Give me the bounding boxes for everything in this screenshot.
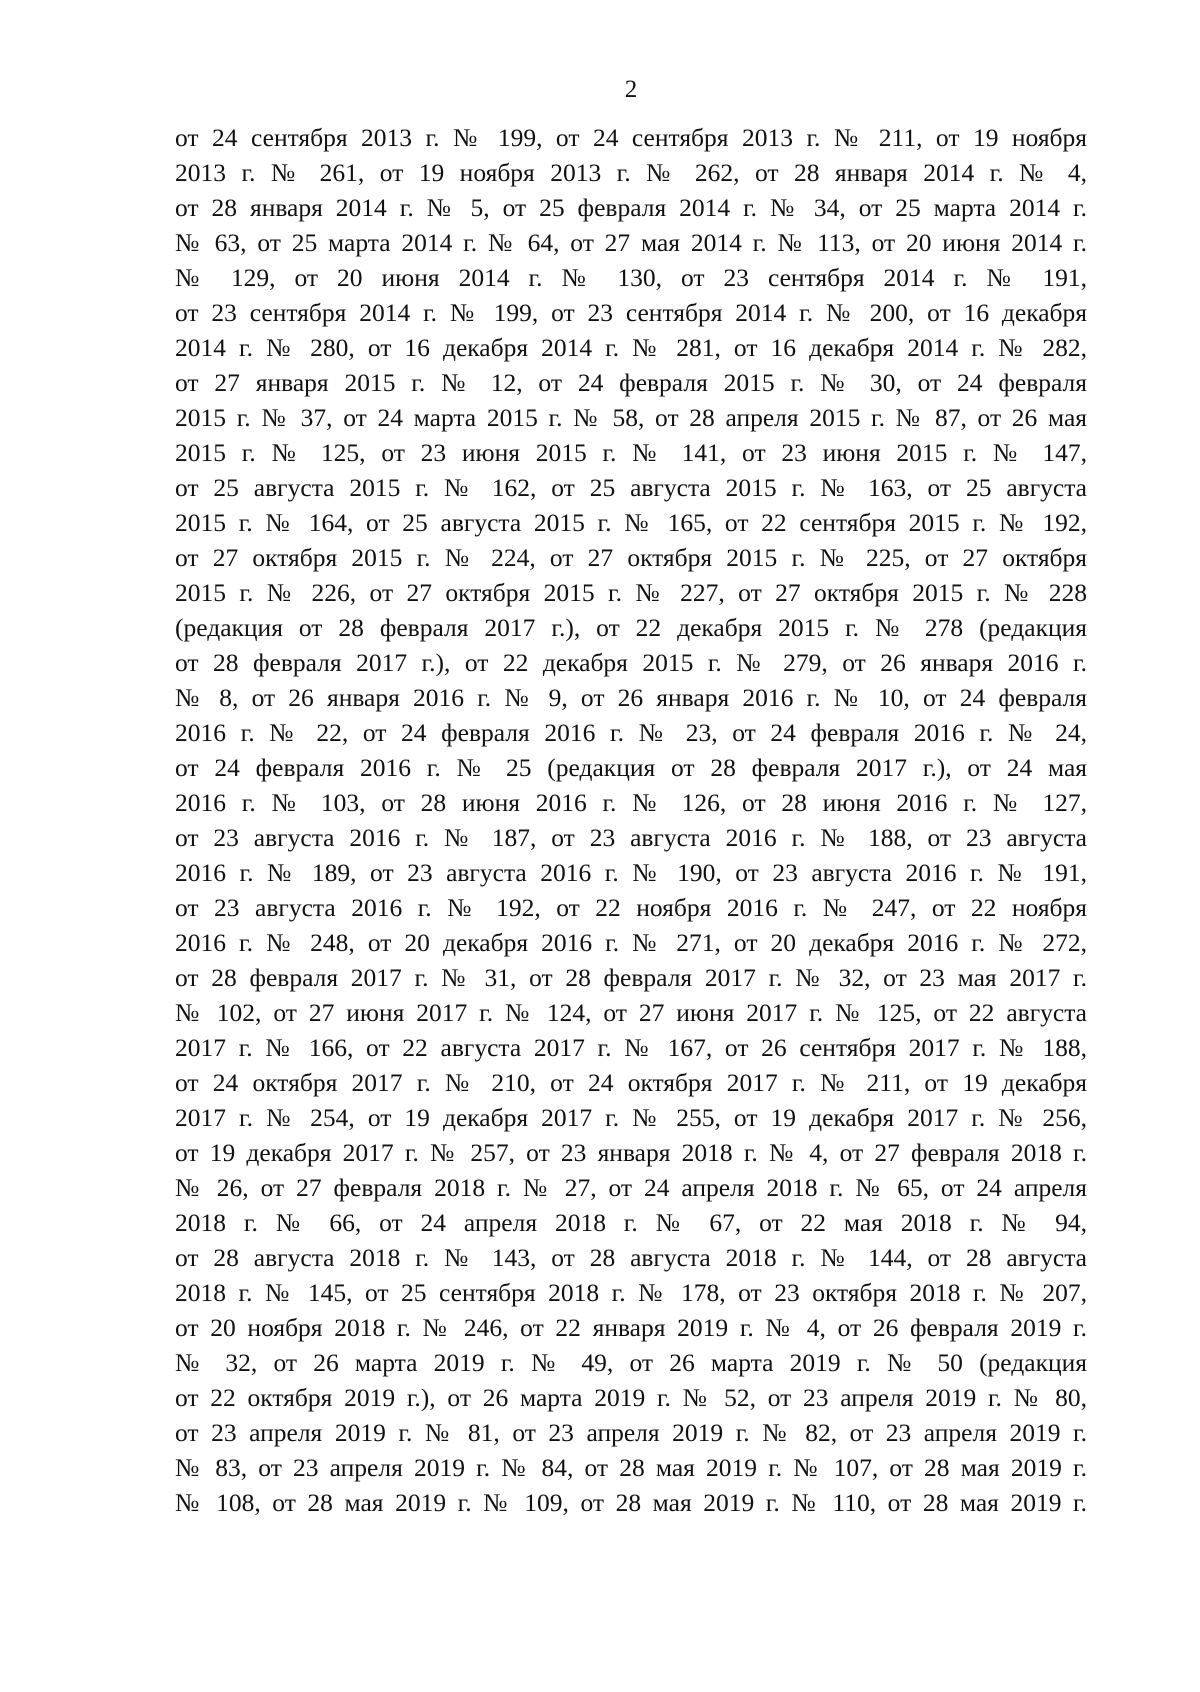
text-line: от 28 февраля 2017 г. № 31, от 28 февраля 2017 г. № 32, от 23 мая 2017 г. [175, 963, 1087, 992]
text-line: № 102, от 27 июня 2017 г. № 124, от 27 июня 2017 г. № 125, от 22 августа [175, 998, 1087, 1027]
text-line: № 8, от 26 января 2016 г. № 9, от 26 января 2016 г. № 10, от 24 февраля [175, 683, 1087, 712]
text-line: 2016 г. № 189, от 23 августа 2016 г. № 190, от 23 августа 2016 г. № 191, [175, 858, 1087, 887]
text-line: № 129, от 20 июня 2014 г. № 130, от 23 сентября 2014 г. № 191, [175, 263, 1087, 292]
text-line: 2017 г. № 254, от 19 декабря 2017 г. № 255, от 19 декабря 2017 г. № 256, [175, 1103, 1087, 1132]
text-line: от 19 декабря 2017 г. № 257, от 23 января 2018 г. № 4, от 27 февраля 2018 г. [175, 1138, 1087, 1167]
text-line: 2018 г. № 66, от 24 апреля 2018 г. № 67, от 22 мая 2018 г. № 94, [175, 1208, 1087, 1237]
text-line: 2016 г. № 103, от 28 июня 2016 г. № 126, от 28 июня 2016 г. № 127, [175, 788, 1087, 817]
text-line: от 23 сентября 2014 г. № 199, от 23 сентября 2014 г. № 200, от 16 декабря [175, 298, 1087, 327]
text-line: 2014 г. № 280, от 16 декабря 2014 г. № 281, от 16 декабря 2014 г. № 282, [175, 333, 1087, 362]
text-line: 2018 г. № 145, от 25 сентября 2018 г. № 178, от 23 октября 2018 г. № 207, [175, 1278, 1087, 1307]
text-line: от 25 августа 2015 г. № 162, от 25 августа 2015 г. № 163, от 25 августа [175, 473, 1087, 502]
text-line: от 24 февраля 2016 г. № 25 (редакция от 28 февраля 2017 г.), от 24 мая [175, 753, 1087, 782]
text-line: от 23 августа 2016 г. № 192, от 22 ноября 2016 г. № 247, от 22 ноября [175, 893, 1087, 922]
text-line: от 20 ноября 2018 г. № 246, от 22 января 2019 г. № 4, от 26 февраля 2019 г. [175, 1313, 1087, 1342]
text-line: 2013 г. № 261, от 19 ноября 2013 г. № 262, от 28 января 2014 г. № 4, [175, 158, 1087, 187]
text-line: от 27 октября 2015 г. № 224, от 27 октября 2015 г. № 225, от 27 октября [175, 543, 1087, 572]
text-line: № 83, от 23 апреля 2019 г. № 84, от 28 мая 2019 г. № 107, от 28 мая 2019 г. [175, 1453, 1087, 1482]
text-line: № 26, от 27 февраля 2018 г. № 27, от 24 апреля 2018 г. № 65, от 24 апреля [175, 1173, 1087, 1202]
text-line: от 23 августа 2016 г. № 187, от 23 августа 2016 г. № 188, от 23 августа [175, 823, 1087, 852]
text-line: от 23 апреля 2019 г. № 81, от 23 апреля 2019 г. № 82, от 23 апреля 2019 г. [175, 1418, 1087, 1447]
text-line: 2016 г. № 248, от 20 декабря 2016 г. № 271, от 20 декабря 2016 г. № 272, [175, 928, 1087, 957]
text-line: от 28 августа 2018 г. № 143, от 28 августа 2018 г. № 144, от 28 августа [175, 1243, 1087, 1272]
text-line: 2015 г. № 125, от 23 июня 2015 г. № 141, от 23 июня 2015 г. № 147, [175, 438, 1087, 467]
text-line: от 27 января 2015 г. № 12, от 24 февраля 2015 г. № 30, от 24 февраля [175, 368, 1087, 397]
text-line: от 28 января 2014 г. № 5, от 25 февраля 2014 г. № 34, от 25 марта 2014 г. [175, 193, 1087, 222]
text-line: № 32, от 26 марта 2019 г. № 49, от 26 марта 2019 г. № 50 (редакция [175, 1348, 1087, 1377]
text-line: № 63, от 25 марта 2014 г. № 64, от 27 мая 2014 г. № 113, от 20 июня 2014 г. [175, 228, 1087, 257]
text-line: 2017 г. № 166, от 22 августа 2017 г. № 167, от 26 сентября 2017 г. № 188, [175, 1033, 1087, 1062]
document-body-text [175, 120, 1087, 1520]
text-line: от 22 октября 2019 г.), от 26 марта 2019 г. № 52, от 23 апреля 2019 г. № 80, [175, 1383, 1087, 1412]
text-line: от 28 февраля 2017 г.), от 22 декабря 2015 г. № 279, от 26 января 2016 г. [175, 648, 1087, 677]
text-line: 2015 г. № 164, от 25 августа 2015 г. № 165, от 22 сентября 2015 г. № 192, [175, 508, 1087, 537]
text-line: № 108, от 28 мая 2019 г. № 109, от 28 мая 2019 г. № 110, от 28 мая 2019 г. [175, 1488, 1087, 1517]
text-line: (редакция от 28 февраля 2017 г.), от 22 декабря 2015 г. № 278 (редакция [175, 613, 1087, 642]
text-line: от 24 сентября 2013 г. № 199, от 24 сентября 2013 г. № 211, от 19 ноября [175, 123, 1087, 152]
text-line: 2016 г. № 22, от 24 февраля 2016 г. № 23, от 24 февраля 2016 г. № 24, [175, 718, 1087, 747]
page-number: 2 [624, 76, 638, 103]
text-line: 2015 г. № 226, от 27 октября 2015 г. № 227, от 27 октября 2015 г. № 228 [175, 578, 1087, 607]
text-line: от 24 октября 2017 г. № 210, от 24 октября 2017 г. № 211, от 19 декабря [175, 1068, 1087, 1097]
text-line: 2015 г. № 37, от 24 марта 2015 г. № 58, от 28 апреля 2015 г. № 87, от 26 мая [175, 403, 1087, 432]
